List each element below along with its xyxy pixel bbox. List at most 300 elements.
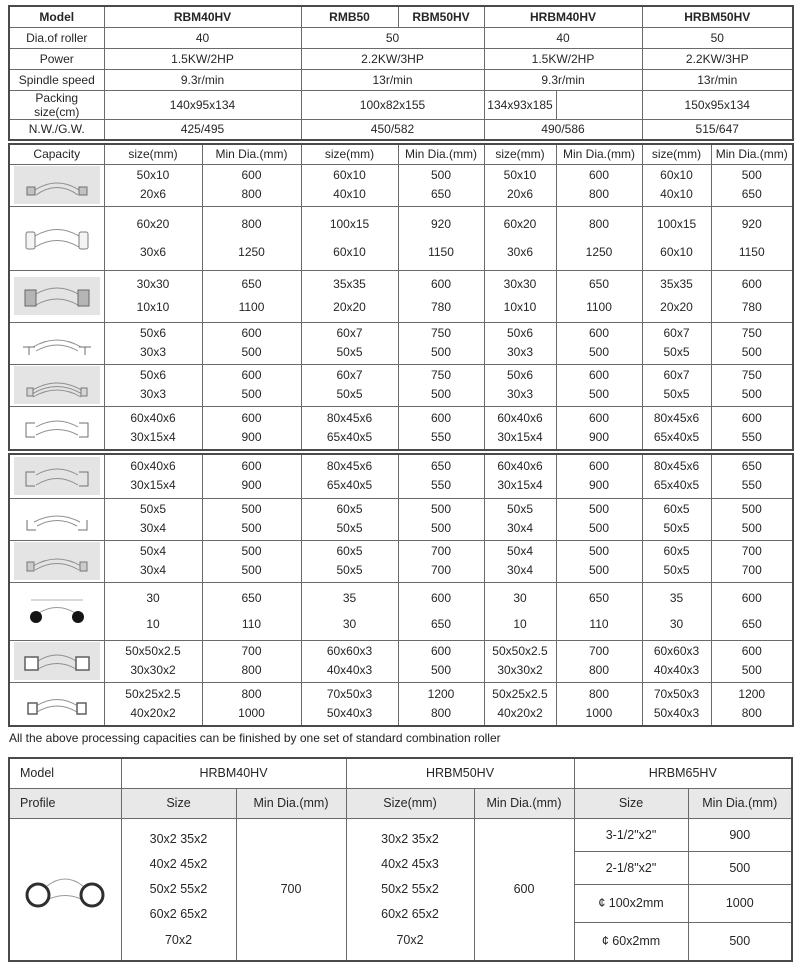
- capacity-size-cell: [642, 322, 711, 364]
- size-line: 60x2 65x2: [381, 907, 439, 922]
- capacity-min-dia-cell: [556, 682, 642, 726]
- capacity-value-line: 600: [241, 326, 262, 340]
- capacity-value-line: 1000: [238, 705, 265, 720]
- capacity-min-dia-cell: [556, 454, 642, 498]
- capacity-value-line: 600: [741, 644, 762, 658]
- spec-value: 50: [301, 27, 484, 48]
- capacity-value-line: 20x6: [506, 187, 534, 201]
- capacity-size-cell: [301, 540, 398, 582]
- capacity-value-line: 50x4: [139, 544, 167, 558]
- capacity-value-line: 600: [588, 326, 610, 340]
- spec-value: 1.5KW/2HP: [104, 48, 301, 69]
- capacity-value-line: 600: [430, 591, 452, 605]
- size-line: 30x2 35x2: [381, 831, 439, 846]
- capacity-value-line: 60x7: [663, 326, 690, 340]
- capacity-value-line: 600: [430, 644, 452, 658]
- capacity-value-line: 780: [430, 300, 452, 314]
- capacity-value-line: 80x45x6: [653, 459, 700, 474]
- capacity-size-cell: [301, 322, 398, 364]
- capacity-column-header: Min Dia.(mm): [711, 144, 793, 164]
- capacity-value-line: 50x50x2.5: [492, 644, 548, 658]
- capacity-value-line: 30x3: [139, 387, 167, 401]
- capacity-min-dia-cell: [556, 206, 642, 270]
- capacity-value-line: 800: [241, 187, 262, 201]
- capacity-size-cell: [484, 540, 556, 582]
- bottom-subheader-row: [9, 788, 792, 818]
- capacity-value-line: 100x15: [329, 217, 370, 231]
- capacity-value-line: 65x40x5: [326, 478, 373, 493]
- capacity-value-line: 500: [430, 345, 452, 359]
- capacity-value-line: 600: [741, 410, 762, 425]
- capacity-min-dia-cell: [711, 364, 793, 406]
- capacity-value-line: 10x10: [136, 300, 170, 314]
- capacity-value-line: 50x5: [663, 563, 690, 577]
- hrbm65-size-value: 3-1/2"x2": [574, 818, 688, 851]
- capacity-value-line: 60x5: [336, 502, 363, 516]
- capacity-value-line: 1000: [585, 705, 613, 720]
- capacity-value-line: 600: [588, 368, 610, 382]
- capacity-min-dia-cell: [202, 454, 301, 498]
- capacity-value-line: 40x20x2: [130, 705, 176, 720]
- capacity-value-line: 1250: [238, 245, 265, 259]
- capacity-size-cell: [104, 540, 202, 582]
- capacity-value-line: 30x30: [503, 277, 537, 291]
- capacity-value-line: 60x7: [336, 368, 363, 382]
- capacity-value-line: 50x10: [503, 168, 537, 182]
- capacity-value-line: 110: [589, 617, 609, 631]
- capacity-size-cell: [484, 640, 556, 682]
- hrbm65-size-header: Size: [574, 788, 688, 818]
- capacity-min-dia-cell: [202, 640, 301, 682]
- capacity-min-dia-cell: [556, 640, 642, 682]
- capacity-size-cell: [301, 406, 398, 450]
- capacity-value-line: 30: [513, 591, 527, 605]
- capacity-value-line: 700: [588, 644, 610, 658]
- capacity-value-line: 30x6: [139, 245, 167, 259]
- bottom-model-label: Model: [9, 758, 121, 788]
- capacity-size-cell: [104, 164, 202, 206]
- size-line: 60x2 65x2: [149, 907, 208, 922]
- capacity-min-dia-cell: [398, 322, 484, 364]
- capacity-value-line: 600: [588, 459, 610, 474]
- capacity-value-line: 500: [430, 387, 452, 401]
- capacity-value-line: 50x5: [663, 387, 690, 401]
- spec-value: 9.3r/min: [104, 69, 301, 90]
- capacity-value-line: 40x10: [333, 187, 366, 201]
- capacity-column-header: size(mm): [301, 144, 398, 164]
- capacity-value-line: 650: [588, 591, 610, 605]
- capacity-size-cell: [104, 406, 202, 450]
- capacity-value-line: 700: [241, 644, 262, 658]
- capacity-size-cell: [301, 498, 398, 540]
- flat-angle-profile-icon: [14, 166, 100, 204]
- capacity-value-line: 800: [741, 705, 762, 720]
- capacity-value-line: 500: [430, 168, 452, 182]
- capacity-value-line: 35x35: [333, 277, 366, 291]
- capacity-table-upper: [8, 143, 794, 451]
- capacity-value-line: 800: [588, 217, 610, 231]
- spec-value: 100x82x155: [301, 90, 484, 119]
- capacity-value-line: 500: [588, 387, 610, 401]
- capacity-value-line: 50x6: [139, 326, 167, 340]
- capacity-value-line: 500: [241, 502, 262, 516]
- capacity-value-line: 650: [741, 459, 762, 474]
- capacity-size-cell: [484, 582, 556, 640]
- capacity-value-line: 800: [241, 663, 262, 677]
- capacity-value-line: 600: [588, 410, 610, 425]
- channel-legs-down-profile-icon: [14, 457, 100, 495]
- spec-value: 2.2KW/3HP: [642, 48, 793, 69]
- capacity-min-dia-cell: [556, 164, 642, 206]
- capacity-value-line: 30x4: [139, 521, 167, 535]
- capacity-value-line: 920: [430, 217, 452, 231]
- bottom-body-row: [9, 818, 792, 851]
- capacity-value-line: 650: [741, 187, 762, 201]
- profile-icon-cell: [9, 322, 104, 364]
- capacity-value-line: 60x40x6: [130, 410, 176, 425]
- capacity-size-cell: [104, 498, 202, 540]
- capacity-value-line: 800: [241, 686, 262, 701]
- capacity-value-line: 30x3: [139, 345, 167, 359]
- capacity-column-header: size(mm): [484, 144, 556, 164]
- capacity-value-line: 650: [430, 459, 452, 474]
- capacity-min-dia-cell: [398, 364, 484, 406]
- capacity-min-dia-cell: [711, 682, 793, 726]
- spec-label: Model: [9, 6, 104, 27]
- capacity-value-line: 50x5: [336, 387, 363, 401]
- capacity-min-dia-cell: [711, 322, 793, 364]
- flat-bar-easy-way-profile-icon: [14, 366, 100, 404]
- capacity-min-dia-cell: [398, 406, 484, 450]
- top-spec-section: [8, 5, 794, 727]
- spec-value: 1.5KW/2HP: [484, 48, 642, 69]
- size-line: 70x2: [396, 932, 424, 947]
- spec-label: Power: [9, 48, 104, 69]
- capacity-value-line: 50x40x3: [326, 705, 373, 720]
- capacity-size-cell: [484, 682, 556, 726]
- capacity-value-line: 1150: [428, 245, 454, 259]
- capacity-value-line: 50x5: [139, 502, 167, 516]
- capacity-value-line: 30x15x4: [130, 429, 176, 444]
- capacity-value-line: 30x4: [139, 563, 167, 577]
- capacity-value-line: 30: [669, 617, 684, 631]
- capacity-min-dia-cell: [711, 498, 793, 540]
- capacity-column-header: Min Dia.(mm): [398, 144, 484, 164]
- capacity-row: [9, 164, 793, 206]
- capacity-value-line: 100x15: [656, 217, 697, 231]
- capacity-value-line: 550: [741, 429, 762, 444]
- capacity-value-line: 900: [588, 429, 610, 444]
- capacity-value-line: 10x10: [503, 300, 537, 314]
- capacity-size-cell: [301, 364, 398, 406]
- capacity-size-cell: [642, 454, 711, 498]
- capacity-min-dia-cell: [398, 682, 484, 726]
- spec-value: RBM40HV: [104, 6, 301, 27]
- capacity-value-line: 30x15x4: [497, 429, 543, 444]
- capacity-min-dia-cell: [398, 582, 484, 640]
- spec-value: 134x93x185: [484, 90, 556, 119]
- angle-legs-down-profile-icon: [14, 500, 100, 538]
- spec-value: RBM50HV: [398, 6, 484, 27]
- capacity-value-line: 60x5: [663, 502, 690, 516]
- capacity-row: [9, 640, 793, 682]
- capacity-value-line: 20x20: [660, 300, 693, 314]
- hrbm65-min-dia-value: 900: [688, 818, 792, 851]
- capacity-value-line: 500: [588, 544, 610, 558]
- capacity-min-dia-cell: [398, 540, 484, 582]
- capacity-value-line: 70x50x3: [653, 686, 700, 701]
- capacity-value-line: 900: [241, 429, 262, 444]
- capacity-value-line: 700: [741, 544, 762, 558]
- capacity-value-line: 60x10: [333, 168, 366, 182]
- spec-value: RMB50: [301, 6, 398, 27]
- spec-value: [556, 90, 642, 119]
- hrbm65-min-dia-header: Min Dia.(mm): [688, 788, 792, 818]
- capacity-value-line: 60x40x6: [497, 410, 543, 425]
- capacity-min-dia-cell: [202, 682, 301, 726]
- capacity-value-line: 500: [430, 502, 452, 516]
- capacity-value-line: 50x5: [336, 563, 363, 577]
- spec-value: 515/647: [642, 119, 793, 140]
- capacity-value-line: 900: [241, 478, 262, 493]
- capacity-value-line: 500: [588, 345, 610, 359]
- spec-value: 13r/min: [301, 69, 484, 90]
- capacity-value-line: 10: [146, 617, 160, 631]
- profile-icon-cell: [9, 454, 104, 498]
- machine-spec-table: [8, 5, 794, 141]
- capacity-value-line: 700: [430, 544, 452, 558]
- capacity-row: [9, 498, 793, 540]
- capacity-value-line: 600: [241, 368, 262, 382]
- bottom-model-row: [9, 758, 792, 788]
- capacity-value-line: 30x3: [506, 387, 534, 401]
- size-line: 40x2 45x2: [149, 857, 208, 872]
- capacity-value-line: 35: [342, 591, 357, 605]
- capacity-row: [9, 322, 793, 364]
- capacity-value-line: 750: [430, 326, 452, 340]
- capacity-min-dia-cell: [711, 454, 793, 498]
- spec-label: Dia.of roller: [9, 27, 104, 48]
- capacity-min-dia-cell: [202, 540, 301, 582]
- capacity-value-line: 800: [241, 217, 262, 231]
- note-text: All the above processing capacities can be finished by one set of standard combination roller: [9, 731, 501, 745]
- capacity-value-line: 500: [241, 345, 262, 359]
- capacity-size-cell: [484, 364, 556, 406]
- capacity-value-line: 750: [430, 368, 452, 382]
- square-bar-profile-icon: [14, 277, 100, 315]
- spec-row: [9, 69, 793, 90]
- capacity-size-cell: [642, 498, 711, 540]
- size-line: 40x2 45x3: [381, 857, 439, 872]
- profile-icon-cell: [9, 682, 104, 726]
- capacity-min-dia-cell: [202, 406, 301, 450]
- capacity-min-dia-cell: [556, 498, 642, 540]
- hrbm65-min-dia-value: 500: [688, 922, 792, 961]
- capacity-value-line: 750: [741, 326, 762, 340]
- hrbm65-size-value: ¢ 100x2mm: [574, 884, 688, 922]
- capacity-value-line: 50x5: [506, 502, 534, 516]
- capacity-value-line: 60x20: [503, 217, 537, 231]
- profile-icon-cell: [9, 206, 104, 270]
- capacity-size-cell: [301, 640, 398, 682]
- capacity-min-dia-cell: [711, 206, 793, 270]
- capacity-min-dia-cell: [398, 640, 484, 682]
- hrbm40-min-dia-value: 700: [236, 818, 346, 961]
- capacity-size-cell: [484, 270, 556, 322]
- capacity-column-header: size(mm): [642, 144, 711, 164]
- capacity-value-line: 40x20x2: [497, 705, 543, 720]
- capacity-size-cell: [642, 582, 711, 640]
- capacity-value-line: 60x10: [660, 168, 693, 182]
- capacity-value-line: 600: [430, 277, 452, 291]
- capacity-value-line: 60x60x3: [326, 644, 373, 658]
- capacity-size-cell: [104, 640, 202, 682]
- capacity-min-dia-cell: [202, 206, 301, 270]
- capacity-size-cell: [104, 454, 202, 498]
- capacity-value-line: 60x40x6: [130, 459, 176, 474]
- capacity-value-line: 650: [430, 617, 452, 631]
- capacity-value-line: 60x60x3: [653, 644, 700, 658]
- capacity-size-cell: [642, 364, 711, 406]
- capacity-min-dia-cell: [556, 322, 642, 364]
- profile-icon-cell: [9, 582, 104, 640]
- hrbm65-size-value: ¢ 60x2mm: [574, 922, 688, 961]
- capacity-value-line: 650: [430, 187, 452, 201]
- capacity-value-line: 1150: [738, 245, 765, 259]
- capacity-size-cell: [301, 206, 398, 270]
- hrbm40-size-header: Size: [121, 788, 236, 818]
- spec-label: Spindle speed: [9, 69, 104, 90]
- spec-value: HRBM50HV: [642, 6, 793, 27]
- capacity-value-line: 30x6: [506, 245, 534, 259]
- spec-value: 150x95x134: [642, 90, 793, 119]
- capacity-min-dia-cell: [556, 364, 642, 406]
- capacity-value-line: 650: [241, 277, 262, 291]
- capacity-row: [9, 582, 793, 640]
- capacity-min-dia-cell: [711, 406, 793, 450]
- capacity-value-line: 60x7: [336, 326, 363, 340]
- round-bar-profile-icon: [14, 592, 100, 630]
- hrbm65-min-dia-value: 500: [688, 851, 792, 884]
- capacity-value-line: 500: [241, 387, 262, 401]
- capacity-min-dia-cell: [711, 164, 793, 206]
- capacity-column-header: Min Dia.(mm): [202, 144, 301, 164]
- pipe-profile-icon: [12, 864, 118, 914]
- capacity-size-cell: [104, 322, 202, 364]
- capacity-value-line: 50x10: [136, 168, 170, 182]
- profile-icon-cell: [9, 406, 104, 450]
- capacity-size-cell: [301, 682, 398, 726]
- capacity-value-line: 60x40x6: [497, 459, 543, 474]
- capacity-value-line: 700: [741, 563, 762, 577]
- capacity-value-line: 30x3: [506, 345, 534, 359]
- capacity-min-dia-cell: [556, 540, 642, 582]
- capacity-value-line: 500: [430, 663, 452, 677]
- capacity-value-line: 500: [741, 387, 762, 401]
- capacity-size-cell: [104, 364, 202, 406]
- capacity-value-line: 20x20: [333, 300, 366, 314]
- capacity-value-line: 60x10: [660, 245, 693, 259]
- capacity-value-line: 60x20: [136, 217, 170, 231]
- capacity-min-dia-cell: [202, 270, 301, 322]
- capacity-value-line: 80x45x6: [326, 410, 373, 425]
- capacity-value-line: 500: [741, 502, 762, 516]
- spec-value: 425/495: [104, 119, 301, 140]
- capacity-value-line: 1250: [585, 245, 613, 259]
- capacity-value-line: 600: [741, 591, 762, 605]
- capacity-min-dia-cell: [711, 640, 793, 682]
- profile-icon-cell: [9, 640, 104, 682]
- spec-value: 2.2KW/3HP: [301, 48, 484, 69]
- capacity-size-cell: [642, 540, 711, 582]
- capacity-value-line: 30: [342, 617, 357, 631]
- capacity-size-cell: [301, 454, 398, 498]
- capacity-value-line: 500: [430, 521, 452, 535]
- model-hrbm50hv: HRBM50HV: [346, 758, 574, 788]
- profile-icon-cell: [9, 364, 104, 406]
- capacity-value-line: 60x7: [663, 368, 690, 382]
- capacity-size-cell: [301, 582, 398, 640]
- capacity-min-dia-cell: [711, 270, 793, 322]
- capacity-value-line: 30: [146, 591, 160, 605]
- capacity-size-cell: [642, 682, 711, 726]
- spec-value: 40: [104, 27, 301, 48]
- capacity-value-line: 35: [669, 591, 684, 605]
- capacity-min-dia-cell: [202, 322, 301, 364]
- capacity-value-line: 750: [741, 368, 762, 382]
- capacity-min-dia-cell: [398, 206, 484, 270]
- capacity-value-line: 110: [241, 617, 262, 631]
- capacity-value-line: 50x5: [336, 521, 363, 535]
- flat-bar-hard-way-profile-icon: [14, 542, 100, 580]
- capacity-value-line: 35x35: [660, 277, 693, 291]
- capacity-min-dia-cell: [398, 498, 484, 540]
- spec-row: [9, 119, 793, 140]
- capacity-value-line: 650: [741, 617, 762, 631]
- capacity-value-line: 800: [588, 686, 610, 701]
- size-line: 50x2 55x2: [149, 882, 208, 897]
- capacity-min-dia-cell: [202, 164, 301, 206]
- capacity-min-dia-cell: [556, 582, 642, 640]
- capacity-row: [9, 364, 793, 406]
- capacity-value-line: 780: [741, 300, 762, 314]
- capacity-size-cell: [484, 498, 556, 540]
- capacity-value-line: 40x10: [660, 187, 693, 201]
- capacity-value-line: 50x6: [506, 326, 534, 340]
- capacity-value-line: 30x30x2: [497, 663, 543, 677]
- capacity-value-line: 600: [430, 410, 452, 425]
- capacity-value-line: 65x40x5: [653, 429, 700, 444]
- capacity-value-line: 600: [241, 168, 262, 182]
- capacity-min-dia-cell: [398, 270, 484, 322]
- capacity-size-cell: [104, 682, 202, 726]
- capacity-row: [9, 406, 793, 450]
- capacity-min-dia-cell: [398, 164, 484, 206]
- capacity-value-line: 600: [588, 168, 610, 182]
- size-line: 30x2 35x2: [149, 831, 208, 846]
- profile-icon-cell: [9, 540, 104, 582]
- capacity-value-line: 550: [741, 478, 762, 493]
- capacity-size-cell: [301, 270, 398, 322]
- capacity-value-line: 500: [741, 521, 762, 535]
- capacity-value-line: 60x5: [663, 544, 690, 558]
- capacity-size-cell: [104, 206, 202, 270]
- capacity-value-line: 30x30: [136, 277, 170, 291]
- capacity-min-dia-cell: [556, 270, 642, 322]
- rect-tube-profile-icon: [14, 684, 100, 722]
- capacity-value-line: 500: [588, 521, 610, 535]
- spec-value: 9.3r/min: [484, 69, 642, 90]
